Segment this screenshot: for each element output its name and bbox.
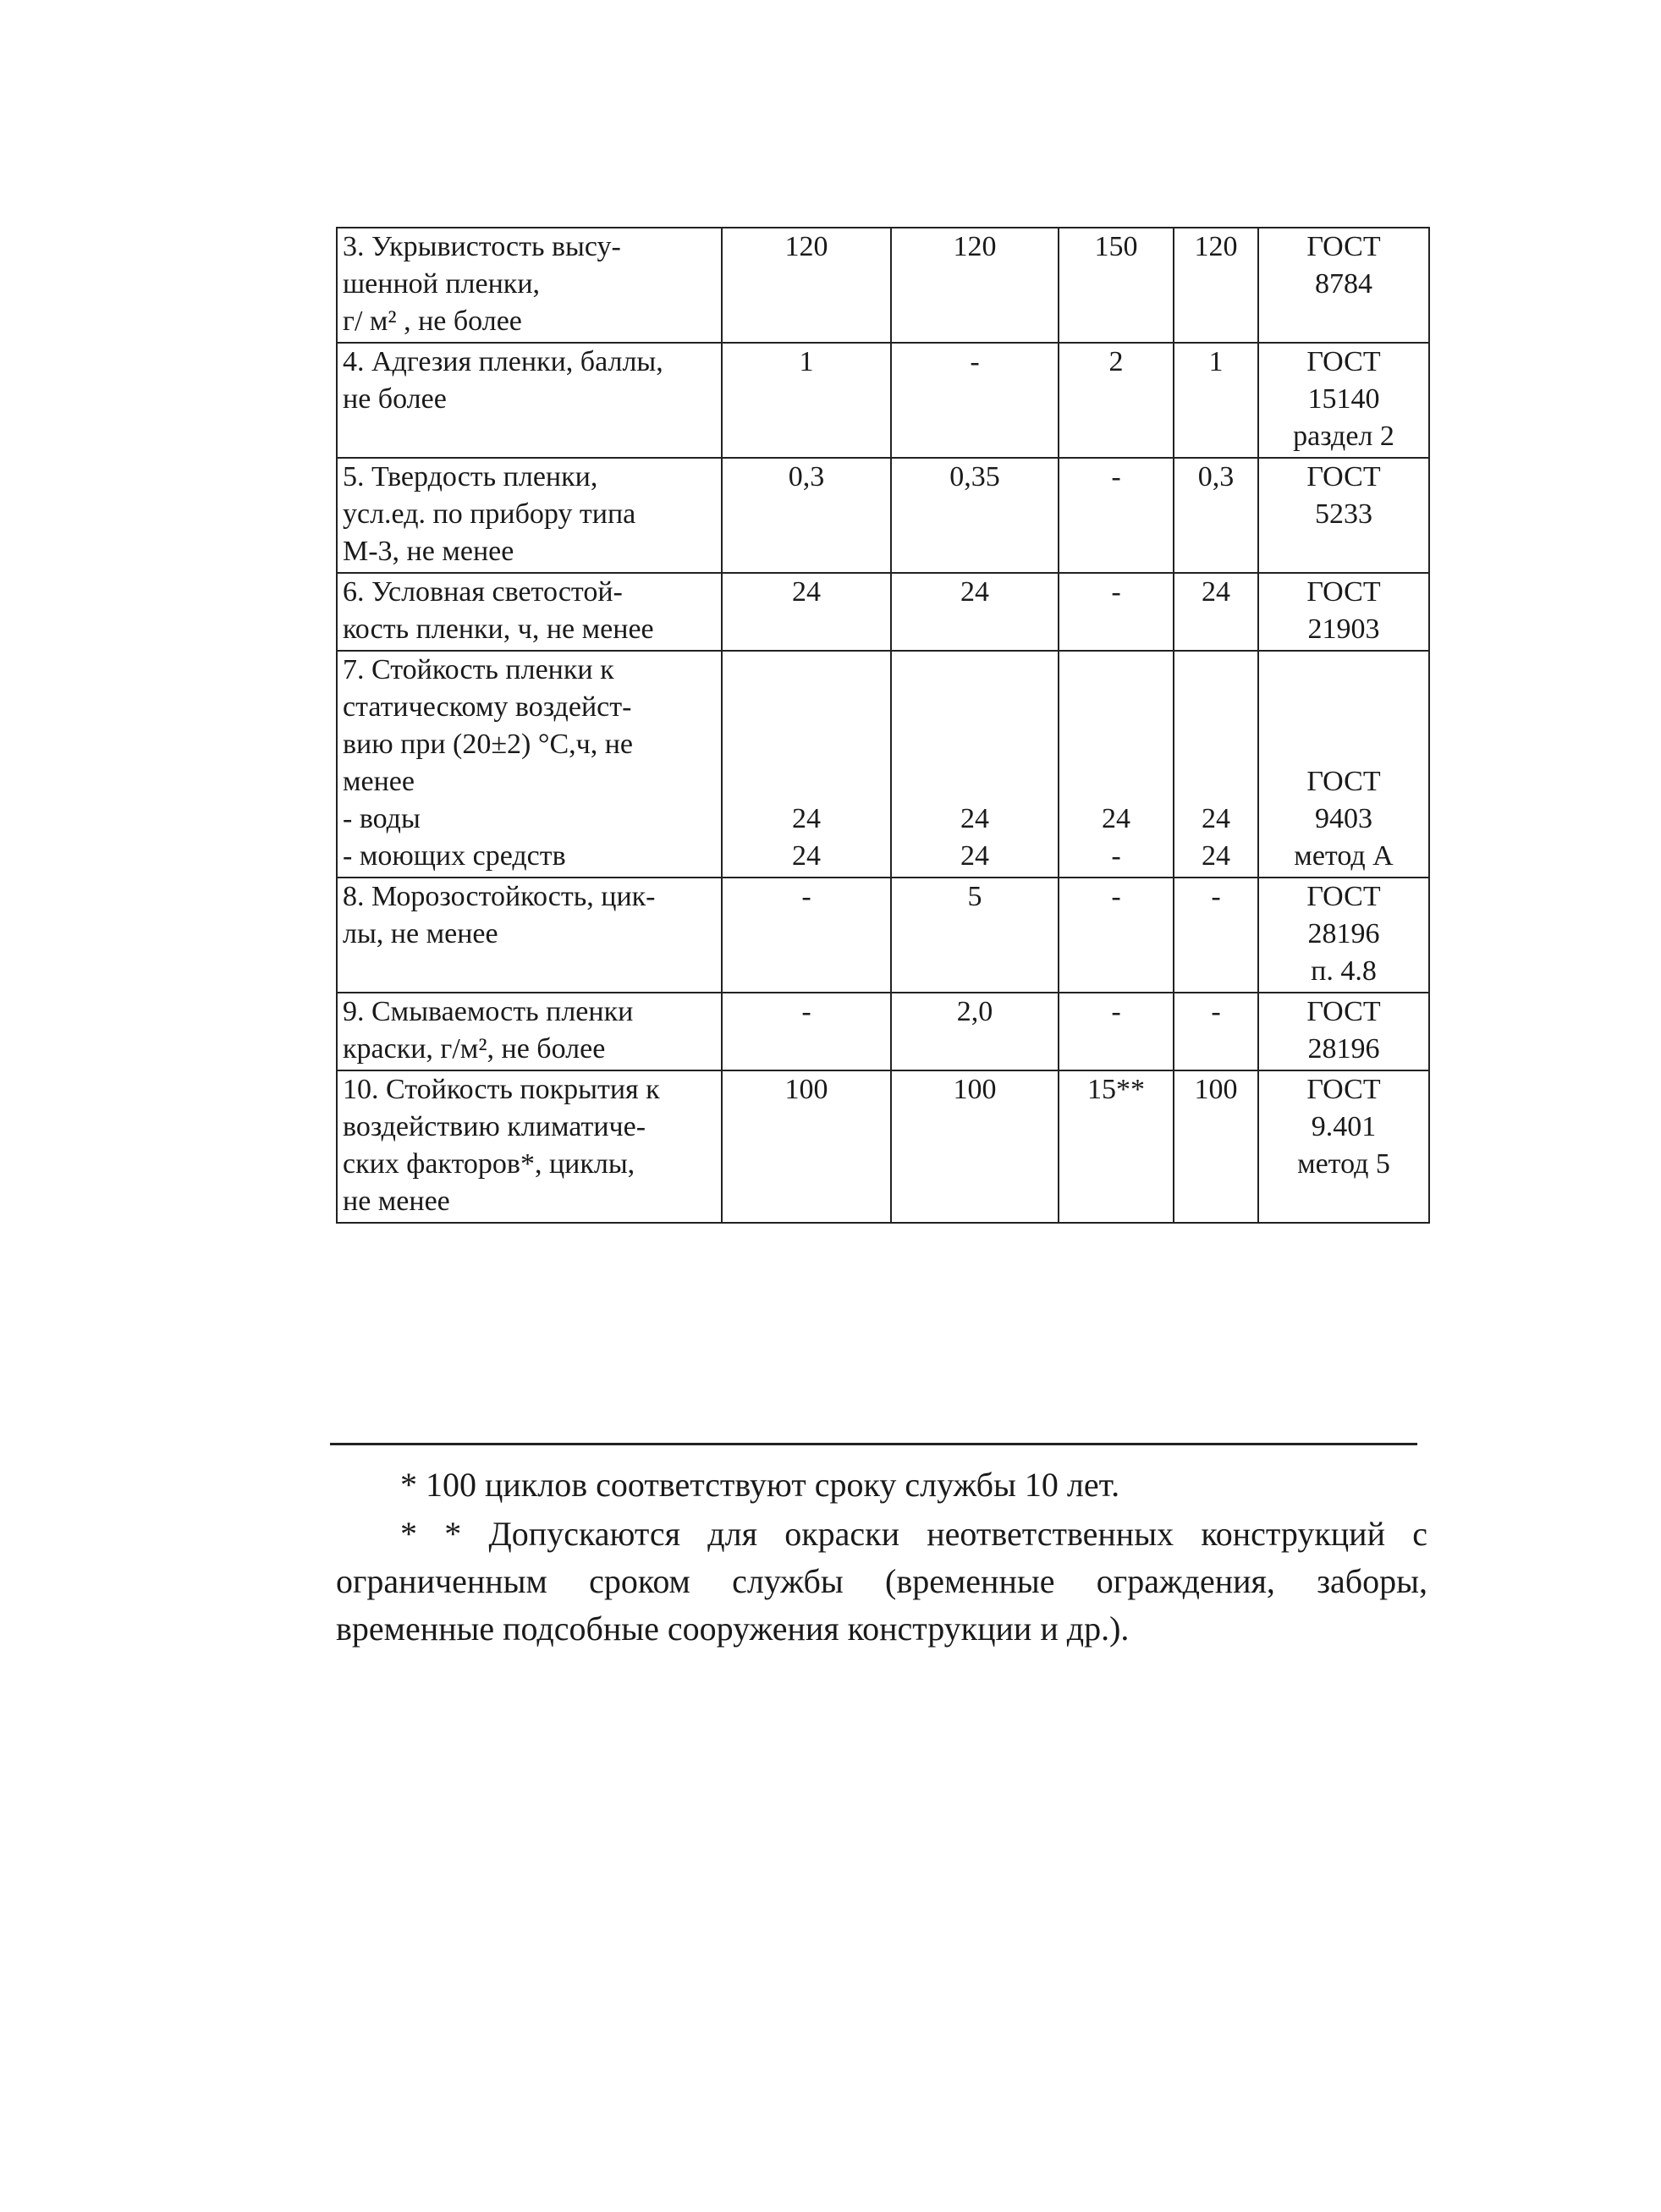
- cell-line: 24: [792, 576, 821, 608]
- standard-cell: [1258, 573, 1429, 651]
- cell-line: [1262, 652, 1425, 689]
- cell-line: 6. Условная светостой-: [343, 576, 623, 608]
- value-cell-1: [722, 573, 891, 651]
- cell-line: 120: [953, 231, 997, 262]
- cell-line: [1262, 726, 1425, 763]
- cell-line: 8. Морозостойкость, цик-: [343, 881, 656, 912]
- parameter-cell: [337, 1070, 722, 1223]
- value-cell-4: [1174, 993, 1258, 1070]
- cell-line: 0,35: [949, 461, 1000, 492]
- cell-line: ГОСТ: [1306, 346, 1381, 377]
- value-cell-4: [1174, 1070, 1258, 1223]
- cell-line: 5233: [1315, 498, 1372, 530]
- cell-line: 5. Твердость пленки,: [343, 461, 598, 492]
- cell-line: воздействию климатиче-: [343, 1111, 646, 1142]
- cell-line: 8784: [1315, 268, 1372, 300]
- standard-cell: [1258, 1070, 1429, 1223]
- cell-line: ских факторов*, циклы,: [343, 1148, 635, 1180]
- cell-line: - моющих средств: [343, 840, 566, 872]
- cell-line: [1178, 763, 1254, 801]
- cell-line: [895, 763, 1054, 801]
- parameter-cell: [337, 343, 722, 458]
- cell-line: -: [1111, 576, 1121, 608]
- value-cell-1: [722, 343, 891, 458]
- cell-line: 10. Стойкость покрытия к: [343, 1074, 660, 1105]
- cell-line: [1063, 726, 1169, 763]
- cell-line: 0,3: [1197, 461, 1235, 492]
- cell-line: 1: [1208, 346, 1224, 377]
- footnote-separator: [330, 1443, 1417, 1445]
- cell-line: - воды: [343, 803, 421, 834]
- cell-line: кость пленки, ч, не менее: [343, 614, 654, 645]
- cell-line: 0,3: [788, 461, 825, 492]
- table-row: [337, 993, 1429, 1070]
- cell-line: усл.ед. по прибору типа: [343, 498, 636, 530]
- value-cell-2: [891, 651, 1059, 878]
- cell-line: [1063, 763, 1169, 801]
- cell-line: -: [1211, 996, 1221, 1027]
- cell-line: -: [801, 881, 811, 912]
- cell-line: 15140: [1307, 383, 1380, 415]
- value-cell-4: [1174, 228, 1258, 343]
- cell-line: 24: [1202, 576, 1230, 608]
- cell-line: ГОСТ: [1306, 231, 1381, 262]
- cell-line: 1: [799, 346, 814, 377]
- standard-cell: [1258, 343, 1429, 458]
- specification-table-body: [337, 228, 1429, 1223]
- cell-line: 9. Смываемость пленки: [343, 996, 634, 1027]
- parameter-cell: [337, 573, 722, 651]
- value-cell-3: [1059, 993, 1174, 1070]
- value-cell-4: [1174, 573, 1258, 651]
- cell-line: [1178, 652, 1254, 689]
- cell-line: метод А: [1294, 840, 1394, 872]
- cell-line: [895, 726, 1054, 763]
- cell-line: ГОСТ: [1306, 996, 1381, 1027]
- footnote-2: * * Допускаются для окраски неответственных конструкций с ограниченным сроком службы (временные ограждения, заборы, временные подсобные сооружения конструкции и др.).: [336, 1515, 1427, 1648]
- cell-line: 9.401: [1311, 1111, 1377, 1142]
- value-cell-4: [1174, 878, 1258, 993]
- standard-cell: [1258, 651, 1429, 878]
- cell-line: 4. Адгезия пленки, баллы,: [343, 346, 663, 377]
- cell-line: ГОСТ: [1306, 576, 1381, 608]
- cell-line: [1063, 652, 1169, 689]
- cell-line: 120: [1194, 231, 1238, 262]
- cell-line: 2,0: [956, 996, 993, 1027]
- value-cell-2: [891, 343, 1059, 458]
- cell-line: 24: [1202, 803, 1230, 834]
- value-cell-4: [1174, 651, 1258, 878]
- cell-line: 150: [1094, 231, 1138, 262]
- cell-line: -: [1111, 881, 1121, 912]
- cell-line: -: [970, 346, 980, 377]
- standard-cell: [1258, 878, 1429, 993]
- cell-line: ГОСТ: [1306, 881, 1381, 912]
- cell-line: 120: [784, 231, 828, 262]
- value-cell-2: [891, 1070, 1059, 1223]
- parameter-cell: [337, 878, 722, 993]
- value-cell-2: [891, 458, 1059, 573]
- cell-line: не более: [343, 383, 447, 415]
- value-cell-1: [722, 458, 891, 573]
- value-cell-2: [891, 878, 1059, 993]
- cell-line: 5: [967, 881, 982, 912]
- cell-line: краски, г/м², не более: [343, 1033, 606, 1065]
- table-row: [337, 651, 1429, 878]
- cell-line: [895, 689, 1054, 726]
- value-cell-4: [1174, 458, 1258, 573]
- cell-line: 2: [1108, 346, 1124, 377]
- cell-line: [1063, 689, 1169, 726]
- cell-line: [895, 652, 1054, 689]
- cell-line: 24: [960, 803, 989, 834]
- cell-line: ГОСТ: [1306, 461, 1381, 492]
- cell-line: М-3, не менее: [343, 536, 514, 567]
- cell-line: -: [1211, 881, 1221, 912]
- value-cell-1: [722, 1070, 891, 1223]
- cell-line: 100: [1194, 1074, 1238, 1105]
- parameter-cell: [337, 228, 722, 343]
- cell-line: лы, не менее: [343, 918, 498, 949]
- cell-line: 24: [1202, 840, 1230, 872]
- cell-line: 100: [784, 1074, 828, 1105]
- value-cell-1: [722, 993, 891, 1070]
- cell-line: раздел 2: [1293, 421, 1394, 452]
- cell-line: не менее: [343, 1186, 450, 1217]
- cell-line: 28196: [1307, 1033, 1380, 1065]
- value-cell-1: [722, 878, 891, 993]
- value-cell-1: [722, 228, 891, 343]
- table-row: [337, 1070, 1429, 1223]
- value-cell-1: [722, 651, 891, 878]
- cell-line: менее: [343, 766, 415, 797]
- value-cell-2: [891, 228, 1059, 343]
- table-row: [337, 228, 1429, 343]
- parameter-cell: [337, 993, 722, 1070]
- cell-line: п. 4.8: [1311, 955, 1377, 987]
- cell-line: статическому воздейст-: [343, 691, 632, 723]
- footnote-1: * 100 циклов соответствуют сроку службы 10 лет.: [400, 1466, 1120, 1504]
- standard-cell: [1258, 228, 1429, 343]
- cell-line: 24: [792, 840, 821, 872]
- value-cell-2: [891, 573, 1059, 651]
- value-cell-3: [1059, 343, 1174, 458]
- cell-line: [1262, 689, 1425, 726]
- specification-table: [336, 227, 1430, 1224]
- value-cell-3: [1059, 573, 1174, 651]
- cell-line: 24: [792, 803, 821, 834]
- cell-line: [1178, 726, 1254, 763]
- cell-line: [1178, 689, 1254, 726]
- standard-cell: [1258, 458, 1429, 573]
- cell-line: -: [801, 996, 811, 1027]
- value-cell-3: [1059, 458, 1174, 573]
- cell-line: 24: [960, 576, 989, 608]
- cell-line: 3. Укрывистость высу-: [343, 231, 621, 262]
- cell-line: шенной пленки,: [343, 268, 541, 300]
- cell-line: ГОСТ: [1306, 1074, 1381, 1105]
- cell-line: -: [1111, 461, 1121, 492]
- cell-line: -: [1111, 996, 1121, 1027]
- value-cell-3: [1059, 1070, 1174, 1223]
- cell-line: г/ м² , не более: [343, 305, 522, 337]
- value-cell-3: [1059, 651, 1174, 878]
- parameter-cell: [337, 651, 722, 878]
- value-cell-3: [1059, 878, 1174, 993]
- cell-line: 24: [1102, 803, 1130, 834]
- standard-cell: [1258, 993, 1429, 1070]
- cell-line: 21903: [1307, 614, 1380, 645]
- table-row: [337, 343, 1429, 458]
- parameter-cell: [337, 458, 722, 573]
- cell-line: -: [1111, 840, 1121, 872]
- value-cell-2: [891, 993, 1059, 1070]
- cell-line: вию при (20±2) °С,ч, не: [343, 729, 634, 760]
- table-row: [337, 573, 1429, 651]
- table-row: [337, 878, 1429, 993]
- cell-line: [726, 652, 887, 689]
- cell-line: 15**: [1087, 1074, 1145, 1105]
- cell-line: [726, 726, 887, 763]
- cell-line: 9403: [1315, 803, 1372, 834]
- cell-line: ГОСТ: [1306, 766, 1381, 797]
- cell-line: 100: [953, 1074, 997, 1105]
- cell-line: метод 5: [1297, 1148, 1390, 1180]
- cell-line: [726, 763, 887, 801]
- cell-line: 7. Стойкость пленки к: [343, 654, 614, 685]
- value-cell-4: [1174, 343, 1258, 458]
- value-cell-3: [1059, 228, 1174, 343]
- table-row: [337, 458, 1429, 573]
- cell-line: 28196: [1307, 918, 1380, 949]
- cell-line: 24: [960, 840, 989, 872]
- cell-line: [726, 689, 887, 726]
